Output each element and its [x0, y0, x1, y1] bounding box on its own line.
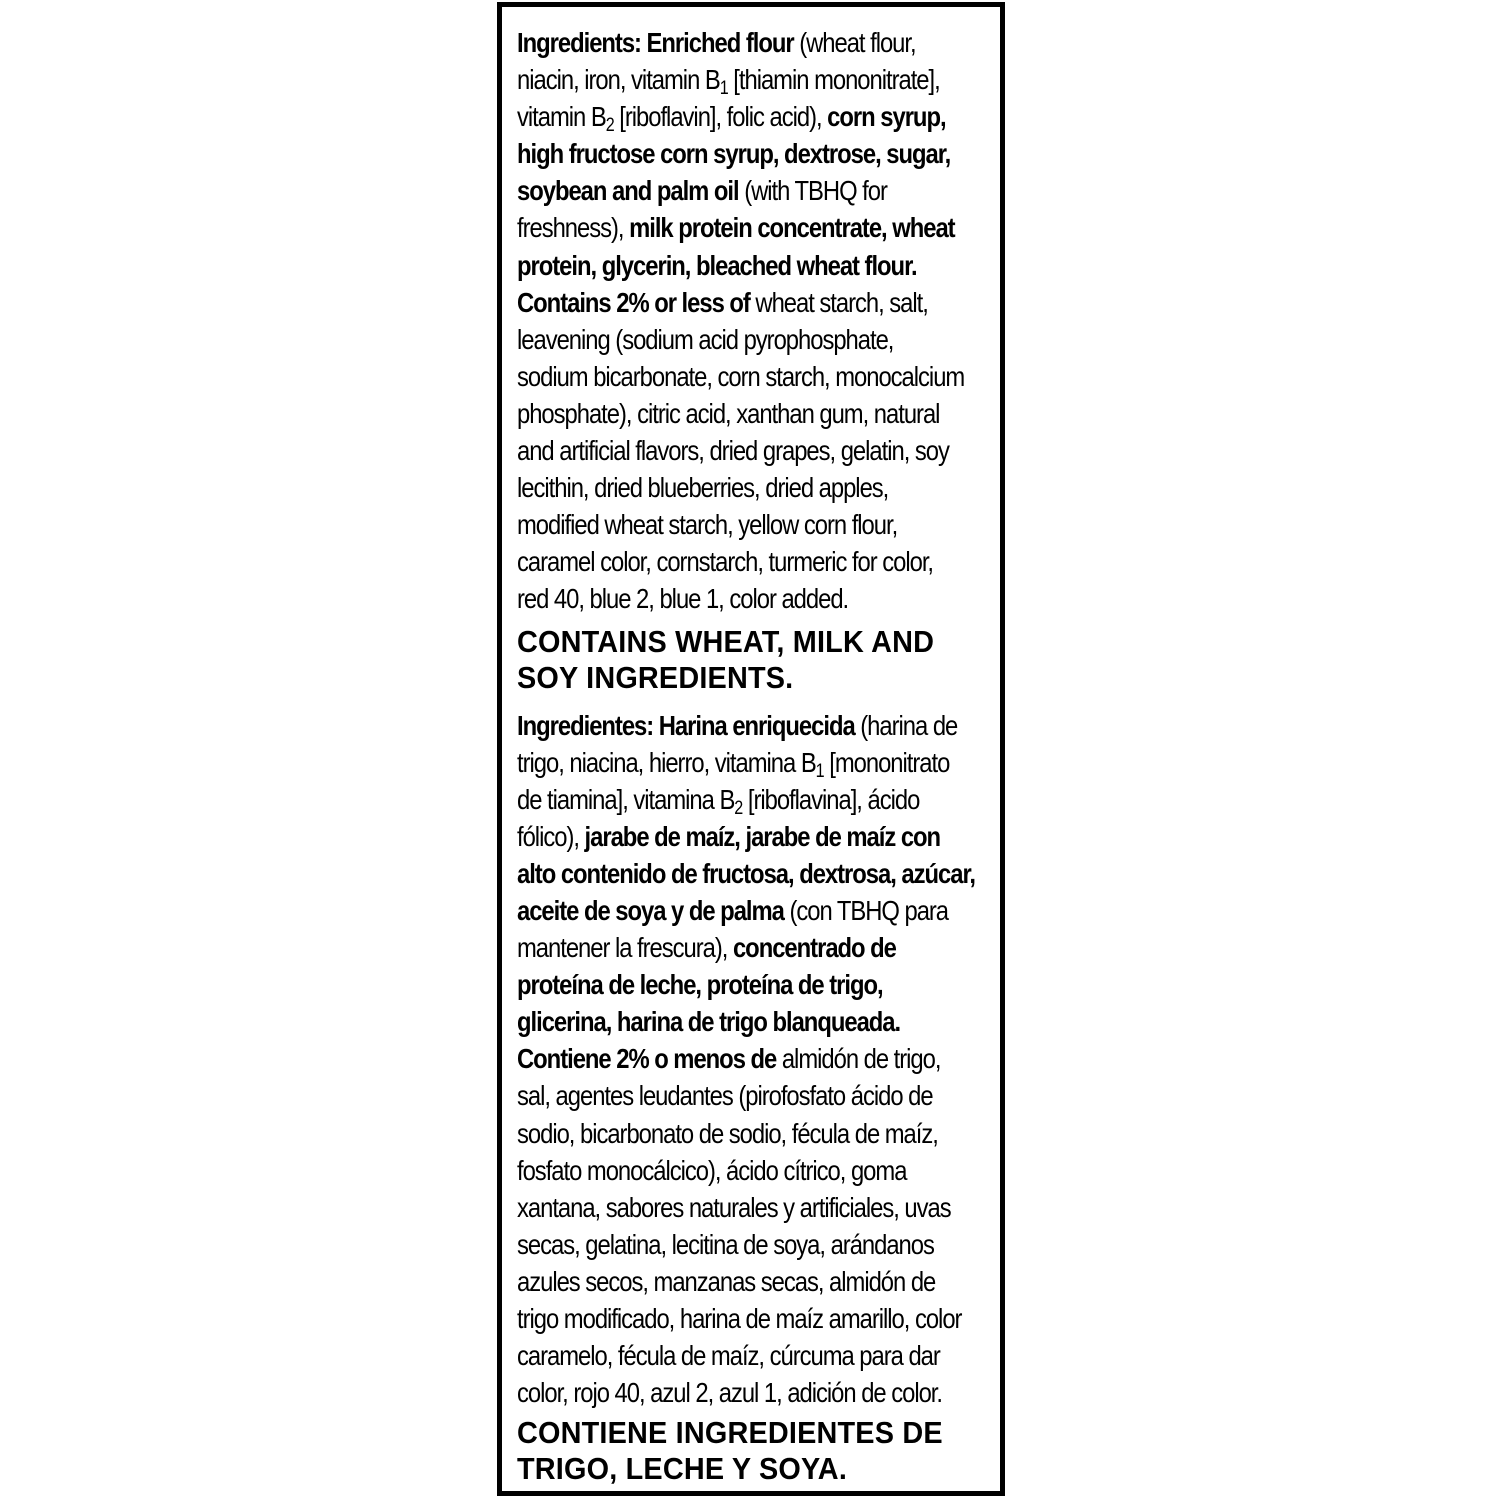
ingredients-label-panel: [497, 2, 1005, 1496]
spanish-allergen-warning: [517, 1415, 991, 1487]
ingredient-text: sodium bicarbonate, corn starch, monocalcium: [517, 360, 965, 392]
ingredient-text: sodio, bicarbonato de sodio, fécula de maíz,: [517, 1117, 938, 1149]
english-ingredients-text: [517, 24, 987, 618]
ingredient-text: mantener la frescura),: [517, 932, 733, 964]
ingredient-line: [517, 1152, 987, 1189]
ingredient-text: wheat starch, salt,: [749, 286, 928, 318]
bold-ingredient-text: aceite de soya y de palma: [517, 894, 784, 926]
ingredient-line: [517, 892, 987, 929]
english-allergen-warning: [517, 624, 991, 696]
bold-ingredient-text: Ingredients: Enriched flour: [517, 27, 794, 58]
bold-ingredient-text: high fructose corn syrup, dextrose, sugar,: [517, 138, 951, 170]
ingredient-text: secas, gelatina, lecitina de soya, arándanos: [517, 1228, 934, 1260]
ingredient-text: caramel color, cornstarch, turmeric for color,: [517, 546, 934, 578]
ingredient-line: [517, 284, 987, 321]
ingredient-line: [517, 781, 987, 818]
allergen-line: CONTIENE INGREDIENTES DE: [517, 1415, 943, 1451]
bold-ingredient-text: concentrado de: [732, 932, 896, 964]
ingredient-line: [517, 1226, 987, 1263]
bold-ingredient-text: milk protein concentrate, wheat: [629, 212, 955, 244]
ingredient-line: [517, 135, 987, 172]
ingredient-line: [517, 432, 987, 469]
ingredient-line: [517, 543, 987, 580]
ingredient-line: [517, 469, 987, 506]
ingredient-line: [517, 580, 987, 617]
bold-ingredient-text: Ingredientes: Harina enriquecida: [517, 709, 855, 741]
ingredient-line: [517, 61, 987, 98]
ingredient-line: [517, 1263, 987, 1300]
bold-ingredient-text: soybean and palm oil: [517, 175, 739, 207]
ingredient-line: [517, 247, 987, 284]
ingredient-text: xantana, sabores naturales y artificiales, uvas: [517, 1191, 951, 1223]
ingredient-line: [517, 1040, 987, 1077]
ingredient-text: de tiamina], vitamina B: [517, 783, 735, 815]
ingredient-text: (harina de: [854, 709, 958, 741]
ingredient-line: [517, 1374, 987, 1411]
ingredient-text: [riboflavina], ácido: [742, 783, 920, 815]
bold-ingredient-text: Contains 2% or less of: [517, 286, 750, 318]
ingredient-text: (con TBHQ para: [783, 894, 949, 926]
ingredient-text: trigo, niacina, hierro, vitamina B: [517, 746, 816, 778]
ingredient-text: niacin, iron, vitamin B: [517, 64, 720, 96]
ingredient-line: [517, 855, 987, 892]
ingredient-text: leavening (sodium acid pyrophosphate,: [517, 323, 894, 355]
ingredient-line: [517, 1003, 987, 1040]
ingredient-line: [517, 98, 987, 135]
ingredient-text: color, rojo 40, azul 2, azul 1, adición de color.: [517, 1377, 942, 1409]
ingredient-text: sal, agentes leudantes (pirofosfato ácido de: [517, 1080, 933, 1112]
ingredient-text: vitamin B: [517, 101, 606, 133]
ingredient-text: freshness),: [517, 212, 630, 244]
ingredient-line: [517, 506, 987, 543]
bold-ingredient-text: alto contenido de fructosa, dextrosa, azúcar,: [517, 857, 976, 889]
ingredient-line: [517, 929, 987, 966]
allergen-line: CONTAINS WHEAT, MILK AND: [517, 623, 935, 659]
bold-ingredient-text: proteína de leche, proteína de trigo,: [517, 969, 883, 1001]
ingredient-text: (with TBHQ for: [738, 175, 887, 207]
ingredient-text: trigo modificado, harina de maíz amarillo, color: [517, 1303, 962, 1334]
spanish-ingredients-text: [517, 707, 987, 1412]
ingredient-line: [517, 707, 987, 744]
label-content: [517, 24, 987, 1487]
ingredient-line: [517, 172, 987, 209]
ingredient-text: (wheat flour,: [793, 27, 916, 58]
ingredient-text: fólico),: [517, 820, 585, 852]
bold-ingredient-text: Contiene 2% o menos de: [517, 1043, 777, 1075]
ingredient-line: [517, 1337, 987, 1374]
ingredient-line: [517, 1077, 987, 1114]
ingredient-line: [517, 24, 987, 61]
ingredient-line: [517, 358, 987, 395]
ingredient-line: [517, 1115, 987, 1152]
allergen-line: SOY INGREDIENTS.: [517, 659, 794, 695]
ingredient-text: caramelo, fécula de maíz, cúrcuma para dar: [517, 1340, 940, 1372]
ingredient-text: red 40, blue 2, blue 1, color added.: [517, 583, 849, 615]
ingredient-line: [517, 395, 987, 432]
ingredient-line: [517, 209, 987, 246]
ingredient-line: [517, 818, 987, 855]
ingredient-line: [517, 321, 987, 358]
ingredient-text: lecithin, dried blueberries, dried apples,: [517, 472, 889, 504]
bold-ingredient-text: glicerina, harina de trigo blanqueada.: [517, 1006, 901, 1038]
ingredient-text: modified wheat starch, yellow corn flour,: [517, 509, 898, 541]
bold-ingredient-text: protein, glycerin, bleached wheat flour.: [517, 249, 917, 281]
ingredient-text: almidón de trigo,: [776, 1043, 941, 1075]
bold-ingredient-text: jarabe de maíz, jarabe de maíz con: [584, 820, 941, 852]
bold-ingredient-text: corn syrup,: [827, 101, 946, 133]
ingredient-text: [thiamin mononitrate],: [727, 64, 940, 96]
ingredient-text: fosfato monocálcico), ácido cítrico, goma: [517, 1154, 907, 1186]
subscript-text: 2: [605, 115, 614, 137]
subscript-text: 2: [734, 797, 743, 819]
ingredient-text: [mononitrato: [823, 746, 950, 778]
subscript-text: 1: [719, 78, 728, 100]
ingredient-line: [517, 1300, 987, 1337]
ingredient-text: and artificial flavors, dried grapes, gelatin, soy: [517, 435, 949, 467]
ingredient-line: [517, 966, 987, 1003]
subscript-text: 1: [815, 760, 824, 782]
ingredient-line: [517, 744, 987, 781]
allergen-line: TRIGO, LECHE Y SOYA.: [517, 1451, 848, 1487]
ingredient-text: phosphate), citric acid, xanthan gum, natural: [517, 397, 940, 429]
ingredient-text: [riboflavin], folic acid),: [613, 101, 828, 133]
ingredient-text: azules secos, manzanas secas, almidón de: [517, 1265, 936, 1297]
ingredient-line: [517, 1189, 987, 1226]
